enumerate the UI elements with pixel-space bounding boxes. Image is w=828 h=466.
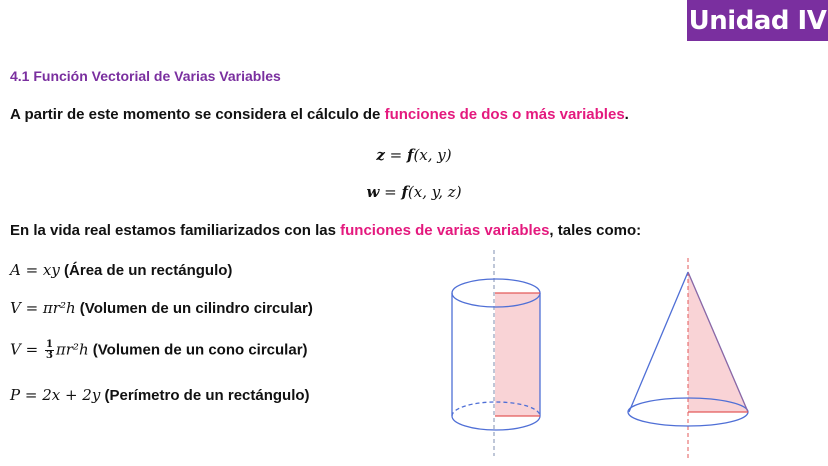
fraction-denominator: 3	[45, 350, 53, 361]
intro-suffix: .	[624, 106, 629, 123]
eq1-equals: =	[384, 146, 407, 164]
unit-badge: Unidad IV	[687, 0, 828, 41]
section-title: 4.1 Función Vectorial de Varias Variables	[10, 68, 281, 84]
cylinder-cross-section	[495, 293, 540, 416]
formula-cone-math-prefix: V =	[10, 340, 43, 359]
formula-cone-text: (Volumen de un cono circular)	[88, 341, 308, 359]
intro-highlight: funciones de dos o más variables	[384, 106, 625, 123]
intro-prefix: A partir de este momento se considera el cálculo de	[10, 106, 385, 123]
fraction-numerator: 1	[45, 339, 53, 350]
cone-left-side	[629, 272, 688, 412]
formula-perimeter-math: P = 2x + 2y	[10, 386, 101, 404]
formula-perimeter-text: (Perímetro de un rectángulo)	[100, 387, 310, 404]
cone-figure	[628, 258, 748, 460]
eq2-fn: f	[401, 183, 408, 201]
eq2-equals: =	[379, 183, 402, 201]
eq1-args: (x, y)	[413, 146, 452, 164]
paragraph-prefix: En la vida real estamos familiarizados con las	[10, 222, 341, 239]
formula-cone-math-suffix: πr²h	[55, 340, 89, 359]
paragraph-suffix: , tales como:	[549, 222, 642, 239]
cylinder-bottom-front	[452, 416, 540, 430]
eq2-lhs: w	[366, 183, 380, 201]
formula-area-text: (Área de un rectángulo)	[59, 262, 233, 279]
eq2-args: (x, y, z)	[407, 183, 462, 201]
formula-cylinder-text: (Volumen de un cilindro circular)	[75, 300, 313, 317]
cylinder-figure	[452, 250, 540, 456]
formula-cylinder-math: V = πr²h	[10, 299, 76, 317]
formula-area-math: A = xy	[10, 261, 60, 279]
eq1-fn: f	[407, 146, 414, 164]
paragraph-highlight: funciones de varias variables	[340, 222, 550, 239]
eq1-lhs: z	[376, 146, 385, 164]
